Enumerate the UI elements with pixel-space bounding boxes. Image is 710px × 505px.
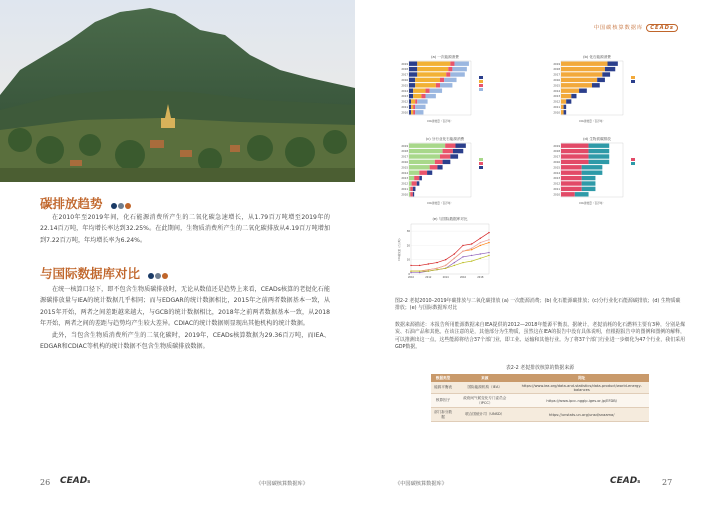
- bar-segment: [410, 192, 413, 196]
- data-point: [410, 272, 411, 273]
- bar-segment: [410, 187, 413, 191]
- bar-segment: [414, 176, 419, 180]
- bar-segment: [448, 67, 452, 71]
- bar-segment: [426, 89, 430, 93]
- legend-swatch: [479, 76, 483, 79]
- bar-segment: [561, 181, 582, 185]
- y-tick-label: 2012: [401, 100, 408, 104]
- bar-segment: [561, 99, 566, 103]
- x-axis-label: CO₂排放量（百万吨）: [579, 120, 605, 123]
- data-point: [480, 245, 481, 246]
- data-point: [480, 258, 481, 259]
- bar-segment: [589, 160, 610, 164]
- table-header-row: [431, 374, 649, 382]
- bar-segment: [419, 176, 422, 180]
- bar-segment: [413, 105, 415, 109]
- bar-segment: [561, 83, 592, 87]
- figure-caption: 图2-2 老挝2010–2019年碳排放与二氧化碳排放 (a) 一次能源消费；(b) 化石能源碳排放；(c)分行业化石能源碳排放；(d) 生物质碳排放；(e) 与国际数据库对比: [395, 298, 681, 312]
- bar-segment: [561, 110, 564, 114]
- bar-segment: [450, 154, 458, 158]
- footer-title-left: 《中国碳核算数据库》: [256, 481, 308, 487]
- bar-segment: [412, 181, 417, 185]
- data-point: [471, 255, 472, 256]
- data-point: [436, 262, 437, 263]
- bar-segment: [605, 67, 615, 71]
- y-tick-label: 2013: [553, 177, 560, 181]
- chart-panel-c: [395, 134, 530, 206]
- y-tick-label: 2014: [401, 89, 408, 93]
- bar-segment: [443, 149, 453, 153]
- bar-segment: [561, 78, 597, 82]
- bar-segment: [561, 94, 571, 98]
- bar-segment: [561, 62, 608, 66]
- bar-segment: [409, 144, 445, 148]
- bar-segment: [421, 94, 425, 98]
- y-tick-label: 0: [408, 273, 410, 276]
- data-point: [471, 248, 472, 249]
- bar-segment: [446, 72, 450, 76]
- data-point: [488, 232, 489, 233]
- table-row: [431, 382, 649, 394]
- bar-segment: [440, 83, 452, 87]
- data-point: [454, 258, 455, 259]
- bar-segment: [561, 144, 589, 148]
- y-tick-label: 2016: [553, 78, 560, 82]
- table-cell: 核算因子: [431, 394, 455, 408]
- bar-segment: [582, 176, 596, 180]
- bar-segment: [413, 89, 425, 93]
- bar-segment: [437, 165, 442, 169]
- bar-segment: [561, 160, 589, 164]
- chart-title: (e) 与国际数据库对比: [432, 217, 468, 221]
- bar-segment: [454, 62, 468, 66]
- bar-segment: [430, 89, 442, 93]
- y-tick-label: 2015: [401, 84, 408, 88]
- comparison-paragraph: 在统一核算口径下，即不包含生物质碳排放时，无论从数值还是趋势上来看，CEADs核算的老挝化石能源碳排放量与IEA的统计数据几乎相同；而与EDGAR的统计数据相比，2015年之前两者数据基本一致，从2015年开始，两者之间差距越来越大，与GCB的统计数据相比，2018年之前两者数据基本一致，从2018年开始，两者之间的差距与趋势均产生较大差异。CDIAC的统计数据则显现出其他机构的统计数据。 此外，当包含生物质消费所产生的二氧化碳时，2019年，CEADs核算数据为29.36百万吨，而IEA、EDGAR和CDIAC等机构的统计数据不包含生物质碳排放数据。: [40, 286, 330, 351]
- data-point: [445, 259, 446, 260]
- bar-segment: [413, 192, 414, 196]
- bar-segment: [571, 94, 576, 98]
- bar-segment: [564, 105, 567, 109]
- bar-segment: [589, 144, 610, 148]
- bar-segment: [561, 149, 589, 153]
- y-tick-label: 2011: [401, 105, 408, 109]
- table-title: 表2-2 老挝排放核算的数据来源: [505, 365, 575, 371]
- bar-segment: [561, 171, 582, 175]
- data-point: [410, 270, 411, 271]
- table-cell: 能源平衡表: [431, 382, 455, 394]
- bar-segment: [561, 165, 582, 169]
- data-point: [462, 245, 463, 246]
- y-tick-label: 2010: [401, 111, 408, 115]
- data-point: [462, 250, 463, 251]
- y-tick-label: 2019: [553, 62, 560, 66]
- bar-segment: [409, 99, 411, 103]
- bar-segment: [435, 160, 443, 164]
- data-point: [471, 260, 472, 261]
- bar-segment: [413, 110, 415, 114]
- y-tick-label: 2015: [553, 84, 560, 88]
- section-title-international-comparison: 与国际数据库对比: [40, 264, 169, 282]
- bar-segment: [417, 67, 448, 71]
- header-tag: 中国碳核算数据库 CEADs: [594, 24, 678, 32]
- bar-segment: [582, 181, 596, 185]
- section-title-emission-trend: 碳排放趋势: [40, 194, 132, 212]
- legend-swatch: [479, 84, 483, 87]
- chart-d-svg: [547, 134, 682, 206]
- data-point: [462, 262, 463, 263]
- data-point: [488, 242, 489, 243]
- x-axis-label: CO₂排放量（百万吨）: [427, 202, 453, 205]
- data-point: [410, 265, 411, 266]
- bar-segment: [561, 154, 589, 158]
- footer-title-right: 《中国碳核算数据库》: [395, 481, 447, 487]
- table-cell: 国际能源机构（IEA）: [455, 382, 514, 394]
- chart-title: (a) 一次能源消费: [431, 55, 459, 59]
- y-tick-label: 2012: [553, 100, 560, 104]
- bar-segment: [419, 171, 427, 175]
- data-point: [454, 253, 455, 254]
- bar-segment: [582, 171, 603, 175]
- table-cell: 部门拆分数据: [431, 408, 455, 422]
- bar-segment: [415, 83, 436, 87]
- data-point: [454, 262, 455, 263]
- legend-swatch: [479, 88, 483, 91]
- bar-segment: [561, 67, 605, 71]
- chart-a-svg: [395, 52, 530, 124]
- bar-segment: [589, 154, 610, 158]
- bar-segment: [415, 105, 425, 109]
- x-tick-label: 2016: [459, 276, 467, 279]
- y-tick-label: 2011: [553, 187, 560, 191]
- right-page: [355, 0, 710, 505]
- table-header-cell: 网址: [514, 374, 649, 382]
- bar-segment: [453, 149, 463, 153]
- bar-segment: [561, 105, 564, 109]
- bar-segment: [561, 187, 582, 191]
- bar-segment: [409, 67, 417, 71]
- data-point: [471, 243, 472, 244]
- x-tick-label: 2014: [442, 276, 449, 279]
- y-tick-label: 2014: [553, 171, 560, 175]
- data-point: [436, 268, 437, 269]
- bar-segment: [415, 110, 423, 114]
- bar-segment: [409, 176, 414, 180]
- y-tick-label: 2013: [401, 177, 408, 181]
- bar-segment: [440, 154, 450, 158]
- y-tick-label: 2010: [553, 111, 560, 115]
- bar-segment: [427, 171, 432, 175]
- x-tick-label: 2012: [425, 276, 432, 279]
- emission-trend-paragraph: 在2010年至2019年间，化石能源消费所产生的二氧化碳急速增长，从1.79百万吨增至2019年的22.14百万吨，年均增长率达到32.25%。在此期间，生物质消费所产生的二氧化碳排放从4.19百万吨增加到7.22百万吨，年均增长率为6.24%。: [40, 214, 330, 244]
- landscape-photo: [0, 0, 355, 182]
- bar-segment: [566, 99, 571, 103]
- y-tick-label: 2015: [401, 166, 408, 170]
- x-tick-label: 2018: [477, 276, 484, 279]
- y-tick-label: 2019: [553, 144, 560, 148]
- bar-segment: [450, 62, 454, 66]
- legend-swatch: [479, 166, 483, 169]
- legend-swatch: [479, 80, 483, 83]
- bar-segment: [417, 181, 420, 185]
- bar-segment: [444, 78, 456, 82]
- legend-swatch: [479, 158, 483, 161]
- bar-segment: [608, 62, 618, 66]
- header-badge: CEADs: [646, 24, 678, 32]
- bar-segment: [450, 72, 464, 76]
- legend-swatch: [631, 76, 635, 79]
- y-tick-label: 2015: [553, 166, 560, 170]
- y-tick-label: 2014: [553, 89, 560, 93]
- table-header-cell: 来源: [455, 374, 514, 382]
- chart-panel-d: [547, 134, 682, 206]
- bar-segment: [582, 187, 596, 191]
- bar-segment: [409, 105, 411, 109]
- y-tick-label: 2013: [553, 95, 560, 99]
- bar-segment: [417, 72, 446, 76]
- data-point: [488, 239, 489, 240]
- bar-segment: [409, 149, 443, 153]
- y-tick-label: 10: [406, 258, 410, 262]
- bar-segment: [409, 160, 435, 164]
- table-cell: https://www.iea.org/data-and-statistics/data-product/world-energy-balances: [514, 382, 649, 394]
- bar-segment: [436, 83, 440, 87]
- y-tick-label: 2016: [401, 160, 408, 164]
- bar-segment: [417, 62, 450, 66]
- datasource-paragraph: 数据来源描述：本报告所用能源数据来自IEA提供的2012—2018年能源平衡表。据统计，老挝消耗的化石燃料主要有3种，分别是煤炭、石油产品和其他。在该注意的是，其他部分为生物质，虽然这在IEA的报告中没有具体说明，但根据报告中的图例和图例的解释，可以推测出这一点。这些能源将结合37个部门业，即工业、运输和其他行业。为了将37个部门行业进一步细化为47个行业，我们采用GDP数据。: [395, 322, 685, 351]
- chart-panel-e: [395, 214, 500, 286]
- y-tick-label: 2018: [553, 150, 560, 154]
- data-point: [436, 269, 437, 270]
- data-point: [454, 265, 455, 266]
- data-point: [462, 256, 463, 257]
- x-axis-label: CO₂排放量（百万吨）: [579, 202, 605, 205]
- y-tick-label: 2016: [553, 160, 560, 164]
- table-cell: 联合国统计司（UNSD）: [455, 408, 514, 422]
- bar-segment: [413, 94, 421, 98]
- bar-segment: [415, 78, 440, 82]
- bar-segment: [409, 154, 440, 158]
- data-point: [480, 253, 481, 254]
- y-tick-label: 2017: [401, 73, 408, 77]
- bar-segment: [452, 67, 466, 71]
- y-tick-label: 2011: [553, 105, 560, 109]
- table-row: [431, 408, 649, 422]
- bar-segment: [417, 99, 427, 103]
- chart-title: (b) 化石能源消费: [583, 55, 611, 59]
- bar-segment: [415, 99, 417, 103]
- table-row: [431, 394, 649, 408]
- bar-segment: [445, 144, 455, 148]
- y-tick-label: 2013: [401, 95, 408, 99]
- bar-segment: [411, 105, 413, 109]
- bar-segment: [426, 94, 436, 98]
- bar-segment: [409, 89, 413, 93]
- y-tick-label: 2010: [553, 193, 560, 197]
- bar-segment: [592, 83, 600, 87]
- y-tick-label: 2018: [401, 68, 408, 72]
- y-tick-label: 2017: [401, 155, 408, 159]
- chart-title: (c) 分行业化石能源消费: [425, 137, 465, 141]
- data-point: [480, 242, 481, 243]
- bar-segment: [561, 89, 579, 93]
- y-tick-label: 2010: [401, 193, 408, 197]
- bar-segment: [579, 89, 587, 93]
- data-point: [445, 265, 446, 266]
- x-tick-label: 2010: [407, 276, 415, 279]
- table-header-cell: 数据类型: [431, 374, 455, 382]
- legend-swatch: [631, 162, 635, 165]
- bar-segment: [561, 192, 575, 196]
- bar-segment: [409, 165, 430, 169]
- y-tick-label: 2018: [401, 150, 408, 154]
- bar-segment: [409, 72, 417, 76]
- y-tick-label: 2011: [401, 187, 408, 191]
- y-axis-label: CO₂排放量（百万吨）: [398, 237, 401, 261]
- y-tick-label: 2012: [401, 182, 408, 186]
- bar-segment: [561, 176, 582, 180]
- chart-e-svg: [395, 214, 500, 286]
- bar-segment: [411, 110, 413, 114]
- bar-segment: [602, 72, 610, 76]
- bar-segment: [409, 192, 410, 196]
- y-tick-label: 2019: [401, 62, 408, 66]
- bar-segment: [456, 144, 466, 148]
- ceads-logo-left: CEADs: [60, 476, 91, 486]
- page-number-left: 26: [40, 478, 51, 487]
- title-decoration-dots: [111, 197, 132, 212]
- chart-title: (d) 生物质碳排放: [583, 137, 611, 141]
- bar-segment: [409, 181, 412, 185]
- data-point: [428, 263, 429, 264]
- data-point: [428, 269, 429, 270]
- bar-segment: [575, 192, 589, 196]
- chart-c-svg: [395, 134, 530, 206]
- y-tick-label: 2016: [401, 78, 408, 82]
- table-cell: https://www.ipcc-nggip.iges.or.jp/EFDB/: [514, 394, 649, 408]
- y-tick-label: 20: [406, 244, 410, 248]
- bar-segment: [409, 171, 419, 175]
- chart-b-svg: [547, 52, 682, 124]
- y-tick-label: 30: [406, 230, 410, 234]
- bar-segment: [409, 94, 413, 98]
- bar-segment: [582, 165, 603, 169]
- legend-swatch: [631, 158, 635, 161]
- bar-segment: [413, 187, 416, 191]
- data-point: [419, 270, 420, 271]
- data-point: [428, 270, 429, 271]
- legend-swatch: [631, 80, 635, 83]
- bar-segment: [409, 187, 410, 191]
- bar-segment: [430, 165, 438, 169]
- data-point: [445, 268, 446, 269]
- bar-segment: [409, 62, 417, 66]
- bar-segment: [589, 149, 610, 153]
- x-axis-label: CO₂排放量（百万吨）: [427, 120, 453, 123]
- bar-segment: [409, 110, 411, 114]
- y-tick-label: 2014: [401, 171, 408, 175]
- bar-segment: [440, 78, 444, 82]
- bar-segment: [443, 160, 451, 164]
- chart-panel-b: [547, 52, 682, 124]
- datasource-table: [431, 374, 649, 422]
- y-tick-label: 2019: [401, 144, 408, 148]
- chart-panel-a: [395, 52, 530, 124]
- table-cell: https://unstats.un.org/unsd/snaama/: [514, 408, 649, 422]
- table-cell: 政府间气候变化专门委员会（IPCC）: [455, 394, 514, 408]
- title-decoration-dots: [148, 267, 169, 282]
- data-point: [419, 272, 420, 273]
- y-tick-label: 2012: [553, 182, 560, 186]
- y-tick-label: 2017: [553, 73, 560, 77]
- data-point: [488, 252, 489, 253]
- y-tick-label: 2018: [553, 68, 560, 72]
- bar-segment: [564, 110, 567, 114]
- bar-segment: [411, 99, 415, 103]
- bar-segment: [409, 83, 415, 87]
- data-point: [488, 255, 489, 256]
- ceads-logo-right: CEADs: [610, 476, 641, 486]
- bar-segment: [409, 78, 415, 82]
- bar-segment: [597, 78, 605, 82]
- y-tick-label: 2017: [553, 155, 560, 159]
- data-point: [471, 249, 472, 250]
- data-point: [480, 238, 481, 239]
- bar-segment: [561, 72, 602, 76]
- data-point: [419, 265, 420, 266]
- page-number-right: 27: [662, 478, 673, 487]
- legend-swatch: [479, 162, 483, 165]
